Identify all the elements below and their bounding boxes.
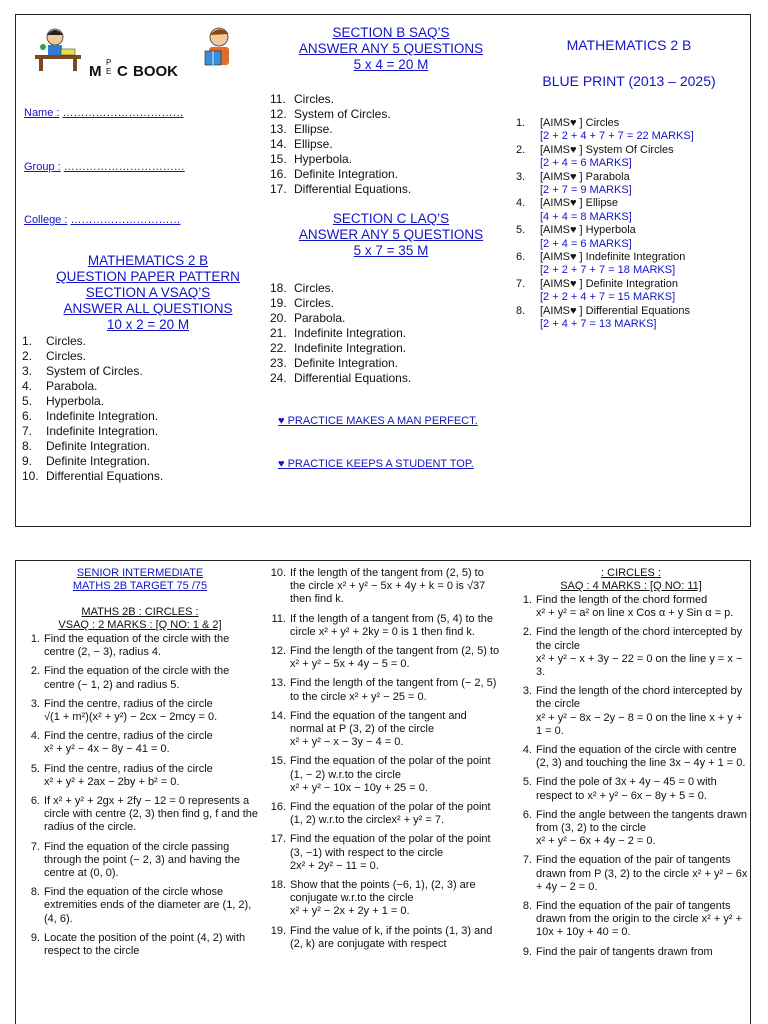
question-item: 3. Find the length of the chord intercepted by the circle x² + y² − 8x − 2y − 8 = 0 on the line x + y + 1 = 0. [522, 685, 743, 737]
page-two [15, 560, 751, 1024]
question-item: 13. Find the length of the tangent from (− 2, 5) to the circle x² + y² − 25 = 0. [270, 677, 497, 703]
list-item: 20. Parabola. [270, 311, 346, 325]
list-item: 22. Indefinite Integration. [270, 341, 407, 355]
question-item: 9. Find the pair of tangents drawn from [522, 945, 713, 958]
pattern-section [38, 253, 258, 333]
list-item: 16. Definite Integration. [270, 167, 399, 181]
name-dots: …………………………… [62, 107, 184, 119]
question-item: 2. Find the equation of the circle with the centre (− 1, 2) and radius 5. [30, 665, 230, 691]
list-item: 18. Circles. [270, 281, 335, 295]
question-item: 16. Find the equation of the polar of the point (1, 2) w.r.to the circlex² + y² = 7. [270, 801, 491, 827]
practice-note-1: ♥ PRACTICE MAKES A MAN PERFECT. [278, 415, 478, 427]
college-field[interactable] [24, 214, 180, 226]
subheader-line-1: MATHS 2B : CIRCLES : [81, 606, 199, 618]
section-c-heading [278, 211, 504, 259]
question-item: 11. If the length of a tangent from (5, 4) to the circle x² + y² + 2ky = 0 is 1 then find k. [271, 612, 494, 638]
group-field[interactable] [24, 161, 185, 173]
column-header [514, 567, 748, 593]
pattern-line-1: MATHEMATICS 2 B [87, 253, 209, 268]
question-item: 15. Find the equation of the polar of the point (1, − 2) w.r.to the circle x² + y² − 10x − 10y + 25 = 0. [270, 755, 491, 794]
list-item: 5. [AIMS♥ ] Hyperbola [2 + 4 = 6 MARKS] [516, 224, 636, 250]
section-b-heading [278, 25, 504, 73]
subheader-line-2: VSAQ : 2 MARKS : [Q NO: 1 & 2] [58, 619, 222, 631]
blueprint-list [516, 117, 748, 332]
list-item: 19. Circles. [270, 296, 335, 310]
blueprint-title: MATHEMATICS 2 B [566, 37, 692, 53]
question-item: 8. Find the equation of the pair of tangents drawn from the origin to the circle x² + y² + 10x + 10y + 40 = 0. [522, 900, 743, 939]
list-item: 4. Parabola. [22, 379, 98, 393]
question-item: 6. If x² + y² + 2gx + 2fy − 12 = 0 represents a circle with centre (2, 3) then find g, f and the radius of the circle. [30, 795, 259, 834]
column-header [22, 567, 258, 593]
logo-book: BOOK [133, 63, 178, 80]
name-field[interactable] [24, 107, 184, 119]
mpc-book-logo [33, 25, 193, 85]
list-item: 2. [AIMS♥ ] System Of Circles [2 + 4 = 6 MARKS] [516, 143, 674, 170]
logo-m: M [89, 63, 102, 80]
group-dots: …………………………… [63, 161, 185, 173]
question-list [22, 633, 258, 958]
question-item: 8. Find the equation of the circle whose extremities ends of the diameter are (1, 2), (4, 6). [30, 886, 252, 925]
question-item: 4. Find the equation of the circle with centre (2, 3) and touching the line 3x − 4y + 1 = 0. [522, 744, 746, 770]
question-item: 4. Find the centre, radius of the circle x² + y² − 4x − 8y − 41 = 0. [30, 730, 213, 756]
question-item: 10. If the length of the tangent from (2, 5) to the circle x² + y² − 5x + 4y + k = 0 is √37 then find k. [270, 567, 486, 606]
question-item: 12. Find the length of the tangent from (2, 5) to x² + y² − 5x + 4y − 5 = 0. [270, 645, 500, 671]
pattern-line-4: ANSWER ALL QUESTIONS [63, 301, 233, 316]
question-item: 7. Find the equation of the pair of tangents drawn from P (3, 2) to the circle x² + y² − 6x + 4y − 2 = 0. [522, 854, 748, 893]
header-line-2: SAQ : 4 MARKS : [Q NO: 11] [560, 580, 702, 592]
list-item: 12. System of Circles. [270, 107, 391, 121]
section-b-line-2: ANSWER ANY 5 QUESTIONS [298, 41, 484, 56]
group-label: Group : [24, 161, 61, 173]
question-item: 7. Find the equation of the circle passing through the point (− 2, 3) and having the centre at (0, 0). [30, 840, 241, 880]
question-item: 6. Find the angle between the tangents drawn from (3, 2) to the circle x² + y² − 6x + 4y − 2 = 0. [522, 808, 747, 848]
pattern-heading [38, 253, 258, 333]
list-item: 2. Circles. [22, 349, 87, 363]
list-item: 3. System of Circles. [22, 364, 143, 378]
section-c-line-3: 5 x 7 = 35 M [353, 243, 429, 258]
section-b-line-3: 5 x 4 = 20 M [353, 57, 429, 72]
question-item: 19. Find the value of k, if the points (1, 3) and (2, k) are conjugate with respect [270, 924, 493, 950]
section-a-list [22, 334, 252, 484]
section-subheader [22, 606, 258, 632]
list-item: 3. [AIMS♥ ] Parabola [2 + 7 = 9 MARKS] [516, 170, 632, 197]
tangent-column [268, 567, 500, 957]
college-label: College : [24, 214, 68, 226]
list-item: 24. Differential Equations. [270, 371, 412, 385]
section-b-line-1: SECTION B SAQ’S [332, 25, 450, 40]
question-item: 14. Find the equation of the tangent and normal at P (3, 2) of the circle x² + y² − x − 3y − 4 = 0. [270, 709, 467, 749]
logo-c: C [117, 63, 128, 80]
question-item: 18. Show that the points (−6, 1), (2, 3) are conjugate w.r.to the circle x² + y² − 2x + 2y + 1 = 0. [270, 879, 476, 918]
list-item: 4. [AIMS♥ ] Ellipse [4 + 4 = 8 MARKS] [516, 197, 632, 223]
page-one [15, 14, 751, 527]
header-line-1: SENIOR INTERMEDIATE [76, 567, 204, 579]
vsaq-column [22, 567, 258, 964]
list-item: 21. Indefinite Integration. [270, 326, 407, 340]
question-item: 5. Find the centre, radius of the circle x² + y² + 2ax − 2by + b² = 0. [30, 762, 213, 788]
list-item: 14. Ellipse. [270, 137, 333, 151]
question-item: 2. Find the length of the chord intercepted by the circle x² + y² − x + 3y − 22 = 0 on the line y = x − 3. [522, 626, 743, 679]
question-item: 1. Find the length of the chord formed x² + y² = a² on line x Cos α + y Sin α = p. [522, 594, 734, 620]
section-c-line-2: ANSWER ANY 5 QUESTIONS [298, 227, 484, 242]
section-b-list [270, 92, 490, 197]
list-item: 8. [AIMS♥ ] Differential Equations [2 + 4 + 7 = 13 MARKS] [516, 304, 691, 331]
question-item: 9. Locate the position of the point (4, 2) with respect to the circle [30, 931, 246, 958]
list-item: 17. Differential Equations. [270, 182, 412, 196]
question-list [514, 594, 748, 959]
name-label: Name : [24, 107, 60, 119]
section-c-line-1: SECTION C LAQ’S [332, 211, 450, 226]
list-item: 13. Ellipse. [270, 122, 333, 136]
blueprint-subtitle: BLUE PRINT (2013 – 2025) [542, 73, 716, 89]
logo-e: E [106, 67, 112, 76]
student-desk-icon [33, 25, 83, 73]
list-item: 6. Indefinite Integration. [22, 409, 159, 423]
question-item: 3. Find the centre, radius of the circle √(1 + m²)(x² + y²) − 2cx − 2mcy = 0. [30, 697, 218, 724]
list-item: 5. Hyperbola. [22, 394, 105, 408]
section-b [278, 25, 504, 73]
practice-note-2: ♥ PRACTICE KEEPS A STUDENT TOP. [278, 458, 474, 470]
section-c [278, 211, 504, 259]
saq-column [514, 567, 748, 965]
question-list [268, 567, 500, 951]
list-item: 1. Circles. [22, 334, 87, 348]
list-item: 11. Circles. [270, 92, 335, 106]
college-dots: ………………………… [70, 214, 181, 226]
pattern-line-2: QUESTION PAPER PATTERN [56, 269, 240, 284]
header-line-2: MATHS 2B TARGET 75 /75 [72, 580, 208, 592]
pattern-line-5: 10 x 2 = 20 M [106, 317, 190, 332]
list-item: 23. Definite Integration. [270, 356, 399, 370]
header-line-1: : CIRCLES : [601, 567, 661, 579]
section-c-list [270, 281, 490, 386]
list-item: 10. Differential Equations. [22, 469, 164, 483]
list-item: 7. Indefinite Integration. [22, 424, 159, 438]
reading-boy-icon [203, 25, 239, 73]
logo-p: P [106, 58, 112, 67]
list-item: 15. Hyperbola. [270, 152, 353, 166]
list-item: 1. [AIMS♥ ] Circles [2 + 2 + 4 + 7 + 7 = 22 MARKS] [516, 117, 694, 143]
list-item: 7. [AIMS♥ ] Definite Integration [2 + 2 + 4 + 7 = 15 MARKS] [516, 277, 678, 304]
pattern-line-3: SECTION A VSAQ’S [85, 285, 211, 300]
question-item: 17. Find the equation of the polar of the point (3, −1) with respect to the circle 2x² + 2y² − 11 = 0. [270, 833, 491, 872]
list-item: 8. Definite Integration. [22, 439, 151, 453]
list-item: 9. Definite Integration. [22, 454, 151, 468]
question-item: 5. Find the pole of 3x + 4y − 45 = 0 with respect to x² + y² − 6x − 8y + 5 = 0. [522, 776, 717, 802]
question-item: 1. Find the equation of the circle with the centre (2, − 3), radius 4. [30, 633, 230, 659]
list-item: 6. [AIMS♥ ] Indefinite Integration [2 + 2 + 7 + 7 = 18 MARKS] [516, 251, 686, 277]
